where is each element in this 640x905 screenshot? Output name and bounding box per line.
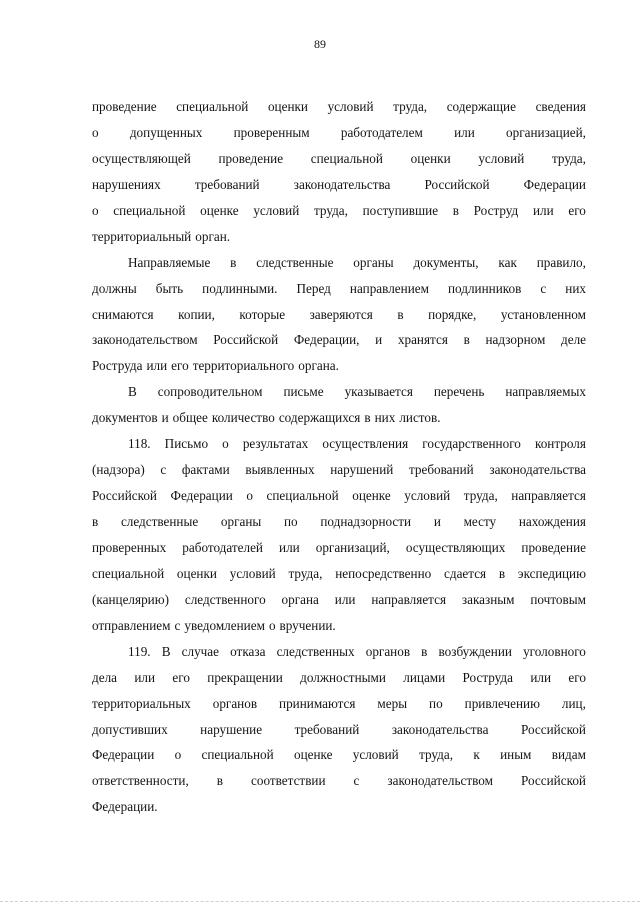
word: оценке — [352, 488, 391, 504]
word: органы — [220, 514, 262, 529]
word: хранятся — [397, 332, 448, 348]
word: указывается — [344, 384, 413, 400]
word: условий — [352, 747, 399, 763]
word: сведения — [535, 99, 586, 114]
word: почтовым — [530, 591, 586, 607]
text-line — [92, 327, 586, 353]
word: осуществляющих — [405, 539, 506, 555]
word: как — [498, 254, 517, 270]
word: о — [222, 436, 229, 452]
word: территориальный — [92, 228, 192, 244]
word: ответственности, — [92, 773, 189, 789]
word: уведомлением — [184, 617, 265, 633]
word: оценки — [267, 99, 308, 114]
word: в — [92, 514, 99, 529]
word: оценке — [200, 202, 239, 218]
text-line — [92, 794, 586, 820]
word: с — [540, 280, 547, 296]
word: Федерации — [170, 488, 233, 504]
word: Роструда — [92, 358, 143, 374]
word: допущенных — [129, 124, 203, 140]
word: правило, — [536, 254, 586, 270]
word: организаций, — [315, 539, 390, 555]
word: или — [279, 539, 300, 555]
word: дела — [92, 669, 117, 685]
word: в — [463, 332, 470, 348]
word: труда, — [551, 150, 586, 166]
word: органа — [281, 591, 319, 607]
word: специальной — [310, 150, 383, 166]
word: следственного — [184, 591, 266, 607]
word: копии, — [178, 306, 215, 322]
word: с — [353, 773, 360, 789]
word: быть — [155, 280, 184, 296]
word: территориального — [192, 358, 295, 374]
word: органы — [353, 254, 394, 270]
word: и — [161, 410, 169, 426]
word: 119. — [128, 643, 151, 659]
text-line — [92, 535, 586, 561]
word: Роструда — [462, 669, 513, 685]
word: надзорном — [485, 332, 546, 348]
word: направляется — [511, 488, 586, 504]
word: видам — [551, 747, 586, 763]
word: проверенным — [233, 124, 310, 140]
word: уголовного — [523, 643, 586, 659]
word: условий — [478, 150, 525, 166]
text-line — [92, 613, 586, 639]
word: о — [92, 202, 99, 218]
word: труда, — [313, 202, 348, 218]
word: снимаются — [92, 306, 154, 322]
word: В — [161, 643, 171, 659]
word: к — [473, 747, 480, 763]
word: Письмо — [164, 436, 209, 452]
word: В — [128, 384, 137, 400]
word: Российской — [92, 488, 157, 504]
word: выявленных — [245, 462, 315, 478]
word: Российской — [424, 176, 490, 192]
word: осуществления — [322, 436, 409, 452]
word: требований — [294, 721, 360, 737]
word: контроля — [534, 436, 586, 452]
text-line — [92, 405, 586, 431]
word: специальной — [176, 99, 249, 114]
word: листов. — [399, 410, 441, 426]
word: работодателей — [182, 539, 263, 555]
word: его — [568, 669, 586, 685]
word: (надзора) — [92, 462, 145, 478]
word: документов — [92, 410, 158, 426]
word: труда, — [288, 565, 323, 581]
word: условий — [404, 488, 451, 504]
word: поднадзорности — [320, 514, 412, 529]
word: по — [284, 514, 298, 529]
word: содержащие — [446, 99, 516, 114]
word: письме — [283, 384, 324, 400]
text-line — [92, 483, 586, 509]
word: органа. — [298, 358, 339, 374]
word: вручении. — [279, 617, 336, 633]
word: (канцелярию) — [92, 591, 169, 607]
word: содержащихся — [278, 410, 361, 426]
word: Федерации. — [92, 799, 158, 815]
word: непосредственно — [335, 565, 432, 581]
word: о — [246, 488, 253, 504]
word: заверяются — [309, 306, 373, 322]
word: и — [375, 332, 383, 348]
word: отправлением — [92, 617, 171, 633]
word: Российской — [520, 721, 586, 737]
word: месту — [463, 514, 497, 529]
word: труда, — [393, 99, 428, 114]
word: случае — [181, 643, 220, 659]
word: установленном — [500, 306, 586, 322]
text-line — [92, 379, 586, 405]
word: нарушений — [330, 462, 394, 478]
text-line — [92, 172, 586, 198]
word: по — [429, 695, 443, 711]
text-line — [92, 742, 586, 768]
word: следственных — [276, 643, 355, 659]
word: Федерации — [523, 176, 586, 192]
word: о — [174, 747, 182, 763]
word: его — [172, 669, 190, 685]
word: результатах — [242, 436, 309, 452]
word: или — [454, 124, 475, 140]
word: требований — [408, 462, 474, 478]
word: сдается — [444, 565, 487, 581]
text-line — [92, 276, 586, 302]
word: нарушение — [200, 721, 263, 737]
text-line — [92, 146, 586, 172]
word: Российской — [520, 773, 586, 789]
word: с — [174, 617, 181, 633]
word: Российской — [213, 332, 279, 348]
word: в — [421, 643, 428, 659]
word: подлинников — [447, 280, 522, 296]
word: деле — [561, 332, 586, 348]
word: в — [498, 565, 506, 581]
text-line — [92, 587, 586, 613]
word: направляется — [371, 591, 447, 607]
word: или — [146, 358, 168, 374]
word: общее — [172, 410, 208, 426]
text-line — [92, 639, 586, 665]
text-line — [92, 353, 586, 379]
word: сопроводительном — [157, 384, 263, 400]
word: допустивших — [92, 721, 168, 737]
word: оценки — [410, 150, 451, 166]
word: условий — [253, 202, 300, 218]
text-line — [92, 457, 586, 483]
word: экспедицию — [517, 565, 586, 581]
word: фактами — [181, 462, 230, 478]
word: труда, — [419, 747, 454, 763]
word: законодательства — [489, 462, 586, 478]
word: законодательством — [387, 773, 493, 789]
word: с — [160, 462, 167, 478]
word: органов — [365, 643, 411, 659]
word: нахождения — [518, 514, 586, 529]
word: документы, — [413, 254, 479, 270]
text-line — [92, 717, 586, 743]
word: или — [334, 591, 356, 607]
word: них — [565, 280, 586, 296]
scan-edge-line — [0, 901, 640, 902]
word: отказа — [230, 643, 266, 659]
word: должны — [92, 280, 137, 296]
word: в — [364, 410, 371, 426]
word: иным — [500, 747, 532, 763]
word: Перед — [296, 280, 331, 296]
word: подлинными. — [202, 280, 278, 296]
word: проведение — [218, 150, 284, 166]
word: привлечению — [464, 695, 540, 711]
word: оценке — [293, 747, 333, 763]
word: работодателем — [340, 124, 423, 140]
text-line — [92, 120, 586, 146]
text-line — [92, 665, 586, 691]
text-line — [92, 250, 586, 276]
word: в — [230, 254, 237, 270]
word: лиц, — [561, 695, 586, 711]
word: специальной — [113, 202, 186, 218]
word: них — [374, 410, 396, 426]
text-line — [92, 509, 586, 535]
word: осуществляющей — [92, 150, 191, 166]
word: специальной — [266, 488, 339, 504]
word: или — [532, 202, 554, 218]
word: специальной — [201, 747, 274, 763]
word: органов — [212, 695, 258, 711]
word: 118. — [128, 436, 151, 452]
text-line — [92, 94, 586, 120]
word: законодательства — [391, 721, 489, 737]
word: направляемых — [505, 384, 586, 400]
word: территориальных — [92, 695, 191, 711]
word: Направляемые — [128, 254, 211, 270]
word: требований — [194, 176, 260, 192]
word: принимаются — [279, 695, 356, 711]
word: государственного — [422, 436, 521, 452]
text-line — [92, 561, 586, 587]
word: орган. — [195, 228, 231, 244]
word: законодательством — [92, 332, 198, 348]
word: организацией, — [506, 124, 586, 140]
word: или — [134, 669, 156, 685]
word: и — [433, 514, 441, 529]
word: следственные — [120, 514, 199, 529]
word: прекращении — [207, 669, 283, 685]
word: меры — [377, 695, 408, 711]
word: Федерации, — [293, 332, 360, 348]
text-line — [92, 431, 586, 457]
word: нарушениях — [92, 176, 161, 192]
word: в — [452, 202, 459, 218]
word: условий — [229, 565, 276, 581]
word: или — [530, 669, 552, 685]
word: лицами — [403, 669, 446, 685]
word: специальной — [92, 565, 165, 581]
word: условий — [327, 99, 374, 114]
word: Роструд — [473, 202, 519, 218]
word: труда, — [463, 488, 498, 504]
text-line — [92, 691, 586, 717]
word: порядке, — [428, 306, 477, 322]
word: в — [397, 306, 404, 322]
text-line — [92, 198, 586, 224]
word: заказным — [461, 591, 515, 607]
word: его — [568, 202, 586, 218]
word: поступившие — [362, 202, 439, 218]
document-body — [92, 94, 586, 820]
page-number: 89 — [314, 37, 326, 51]
word: законодательства — [293, 176, 391, 192]
word: проведение — [92, 99, 157, 114]
word: о — [268, 617, 276, 633]
word: проведение — [521, 539, 586, 555]
word: которые — [239, 306, 286, 322]
text-line — [92, 768, 586, 794]
word: количество — [211, 410, 275, 426]
word: перечень — [433, 384, 485, 400]
word: оценки — [176, 565, 217, 581]
word: проверенных — [92, 539, 167, 555]
word: должностными — [300, 669, 386, 685]
word: возбуждении — [438, 643, 512, 659]
word: Федерации — [92, 747, 155, 763]
text-line — [92, 302, 586, 328]
word: направлением — [349, 280, 429, 296]
word: соответствии — [251, 773, 326, 789]
word: его — [171, 358, 189, 374]
word: о — [92, 124, 99, 140]
text-line — [92, 224, 586, 250]
word: следственные — [256, 254, 334, 270]
word: в — [216, 773, 223, 789]
